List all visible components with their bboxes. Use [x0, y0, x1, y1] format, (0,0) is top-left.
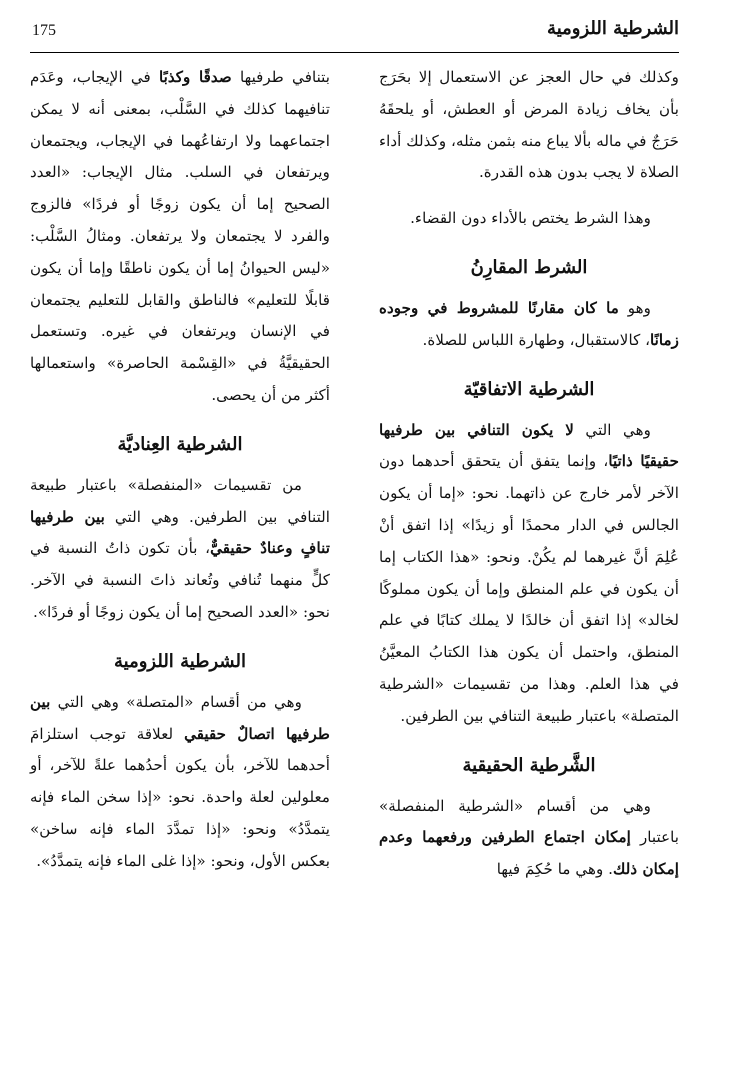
paragraph: وهو ما كان مقارنًا للمشروط في وجوده زمانًا، كالاستقبال، وطهارة اللباس للصلاة. — [379, 298, 679, 349]
page-header — [30, 18, 679, 53]
section-heading-ittifaqiyya: الشرطية الاتفاقيّة — [463, 378, 595, 400]
paragraph: من تقسيمات «المنفصلة» باعتبار طبيعة التنافي بين الطرفين. وهي التي بين طرفيها تنافٍ وعنادٌ حقيقيٌّ، بأن تكون ذاتُ النسبة في كلٍّ منهما تُنافي وتُعاند ذاتَ النسبة في الآخر. نحو: «العدد الصحيح إما أن يكون زوجًا أو فردًا». — [30, 475, 330, 621]
page-number: 175 — [32, 22, 56, 39]
section-heading-muqarin: الشرط المقارِنُ — [470, 256, 588, 278]
paragraph: وهي من أقسام «الشرطية المنفصلة» باعتبار إمكان اجتماع الطرفين ورفعهما وعدم إمكان ذلك. وهي ما حُكِمَ فيها — [379, 796, 679, 879]
section-heading-haqiqiyya: الشَّرطية الحقيقية — [462, 754, 596, 776]
section-heading-luzumiyya: الشرطية اللزومية — [114, 650, 246, 672]
paragraph: بتنافي طرفيها صدقًا وكذبًا في الإيجاب، وعَدَم تنافيهما كذلك في السَّلْب، بمعنى أنه لا يمكن اجتماعهما ولا ارتفاعُهما في الإيجاب، ويجتمعان ويرتفعان في السلب. مثال الإيجاب: «العدد الصحيح إما أن يكون زوجًا أو فردًا» فالزوج والفرد لا يجتمعان ولا يرتفعان. ومثالُ السَّلْب: «ليس الحيوانُ إما أن يكون ناطقًا وإما أن يكون قابلًا للتعليم» فالناطق والقابل للتعليم يجتمعان في الإنسان ويرتفعان في غيره. وتستعمل الحقيقيَّةُ في «القِسْمة الحاصرة» واستعمالها أكثر من أن يحصى. — [30, 68, 330, 404]
paragraph: وكذلك في حال العجز عن الاستعمال إلا بحَرَج بأن يخاف زيادة المرض أو العطش، أو يلحقَهُ حَرَجٌ في ماله بألا يباع منه بثمن مثله، وكذلك أداء الصلاة لا يجب بدون هذه القدرة. — [379, 68, 679, 182]
left-column — [30, 62, 330, 1069]
paragraph: وهي التي لا يكون التنافي بين طرفيها حقيقيًا ذاتيًا، وإنما يتفق أن يتحقق أحدهما دون الآخر لأمر خارج عن ذاتهما. نحو: «إما أن يكون الجالس في الدار محمدًا أو زيدًا» إذا اتفق أنْ عُلِمَ أنَّ غيرهما لم يكُنْ. ونحو: «هذا الكتاب إما أن يكون في علم المنطق وإما أن يكون مملوكًا لخالد» إذا اتفق أن خالدًا لا يملك كتابًا في علم المنطق، واحتمل أن يكون هذا الكتابُ المعيَّنُ في هذا العلم. وهذا من تقسيمات «الشرطية المتصلة» باعتبار طبيعة التنافي بين الطرفين. — [379, 420, 679, 725]
paragraph: وهي من أقسام «المتصلة» وهي التي بين طرفيها اتصالٌ حقيقي لعلاقة توجب استلزامَ أحدهما للآخر، بأن يكون أحدُهما علةً للآخر، أو معلولين لعلة واحدة. نحو: «إذا سخن الماء فإنه يتمدَّدُ» ونحو: «إذا تمدَّدَ الماء فإنه ساخن» بعكس الأول، ونحو: «إذا غلى الماء فإنه يتمدَّدُ». — [30, 692, 330, 870]
right-column — [379, 62, 679, 1069]
running-title: الشرطية اللزومية — [547, 18, 679, 39]
paragraph: وهذا الشرط يختص بالأداء دون القضاء. — [410, 209, 651, 228]
section-heading-inadiyya: الشرطية العِناديَّة — [117, 433, 243, 455]
text-columns — [30, 62, 679, 1069]
